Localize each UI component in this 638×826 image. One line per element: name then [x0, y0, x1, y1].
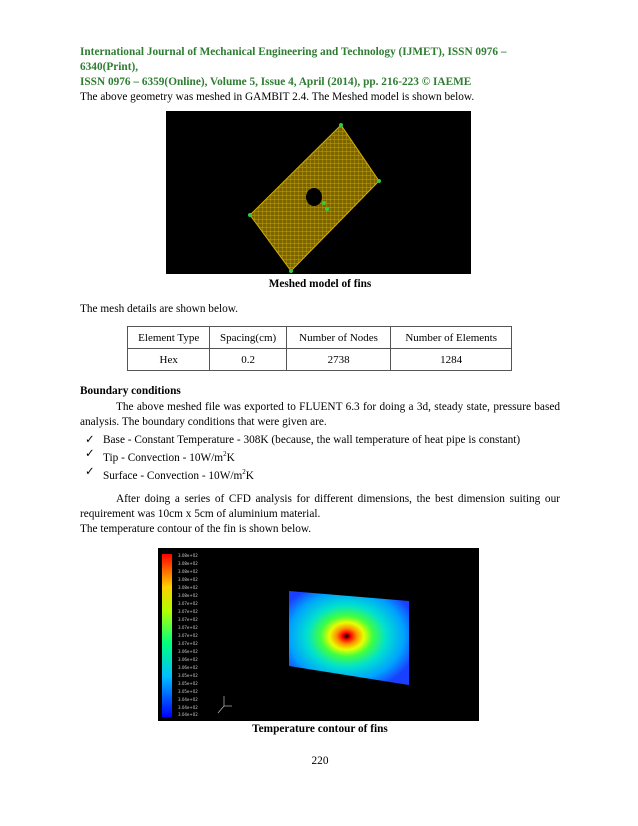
boundary-conditions-list	[85, 433, 520, 483]
table-header-cell: Number of Nodes	[286, 327, 391, 349]
table-cell: 2738	[286, 349, 391, 371]
svg-text:3.05e+02: 3.05e+02	[178, 689, 198, 694]
svg-text:3.07e+02: 3.07e+02	[178, 601, 198, 606]
temperature-contour-figure	[158, 548, 479, 721]
analysis-paragraph: After doing a series of CFD analysis for different dimensions, the best dimension suiting our requirement was 10cm x 5cm of aluminium material.	[80, 493, 560, 520]
svg-text:3.06e+02: 3.06e+02	[178, 649, 198, 654]
svg-text:3.06e+02: 3.06e+02	[178, 665, 198, 670]
list-item-text: Surface - Convection - $10W/m^2K$	[103, 467, 254, 482]
list-item	[85, 465, 520, 483]
checkmark-icon: ✓	[85, 434, 95, 446]
intro-paragraph: The above geometry was meshed in GAMBIT 2.4. The Meshed model is shown below.	[80, 91, 475, 103]
svg-text:3.04e+02: 3.04e+02	[178, 697, 198, 702]
mesh-node	[248, 213, 252, 217]
table-header-cell: Element Type	[128, 327, 210, 349]
boundary-paragraph: The above meshed file was exported to FLUENT 6.3 for doing a 3d, steady state, pressure based analysis. The boundary conditions that were given are.	[80, 401, 560, 428]
mesh-node	[325, 207, 329, 211]
svg-text:3.07e+02: 3.07e+02	[178, 617, 198, 622]
axis-triad-icon	[218, 696, 232, 713]
mesh-node	[339, 123, 343, 127]
svg-text:3.08e+02: 3.08e+02	[178, 561, 198, 566]
table-cell: Hex	[128, 349, 210, 371]
legend-labels	[178, 553, 198, 717]
list-item-text: Tip - Convection - $10W/m^2K$	[103, 450, 235, 464]
figure2-caption: Temperature contour of fins	[252, 723, 388, 735]
svg-text:3.08e+02: 3.08e+02	[178, 585, 198, 590]
table-header-row	[128, 327, 512, 349]
mesh-graphic	[166, 111, 471, 274]
svg-text:3.06e+02: 3.06e+02	[178, 657, 198, 662]
svg-text:3.07e+02: 3.07e+02	[178, 625, 198, 630]
table-row	[128, 349, 512, 371]
mesh-details-intro: The mesh details are shown below.	[80, 303, 239, 315]
svg-text:3.08e+02: 3.08e+02	[178, 577, 198, 582]
fin-temperature-contour	[289, 591, 409, 685]
svg-text:3.07e+02: 3.07e+02	[178, 609, 198, 614]
svg-text:3.07e+02: 3.07e+02	[178, 641, 198, 646]
mesh-details-table	[127, 326, 512, 371]
mesh-node	[322, 201, 326, 205]
list-item	[85, 447, 520, 465]
mesh-node	[377, 179, 381, 183]
list-item-text: Base - Constant Temperature - 308K (because, the wall temperature of heat pipe is constant)	[103, 434, 521, 446]
svg-text:3.08e+02: 3.08e+02	[178, 553, 198, 558]
journal-header	[80, 45, 560, 90]
checkmark-icon: ✓	[85, 448, 95, 460]
page-number: 220	[311, 755, 329, 767]
table-header-cell: Spacing(cm)	[210, 327, 286, 349]
journal-header-line2: ISSN 0976 – 6359(Online), Volume 5, Issue 4, April (2014), pp. 216-223 © IAEME	[80, 76, 472, 88]
svg-text:3.04e+02: 3.04e+02	[178, 705, 198, 710]
checkmark-icon: ✓	[85, 465, 95, 478]
color-legend-bar	[162, 554, 172, 717]
mesh-node	[289, 269, 293, 273]
journal-header-line1: International Journal of Mechanical Engineering and Technology (IJMET), ISSN 0976 – 6340(Print),	[80, 46, 507, 73]
pipe-hole	[306, 188, 322, 206]
svg-text:3.08e+02: 3.08e+02	[178, 593, 198, 598]
list-item	[85, 433, 520, 447]
figure1-caption: Meshed model of fins	[268, 278, 372, 290]
meshed-model-figure	[166, 111, 471, 274]
table-header-cell: Number of Elements	[391, 327, 512, 349]
svg-text:3.08e+02: 3.08e+02	[178, 569, 198, 574]
contour-graphic	[158, 548, 479, 721]
contour-intro: The temperature contour of the fin is shown below.	[80, 523, 312, 535]
svg-text:3.07e+02: 3.07e+02	[178, 633, 198, 638]
svg-text:3.04e+02: 3.04e+02	[178, 712, 198, 717]
table-cell: 0.2	[210, 349, 286, 371]
svg-text:3.05e+02: 3.05e+02	[178, 681, 198, 686]
table-cell: 1284	[391, 349, 512, 371]
boundary-heading: Boundary conditions	[80, 385, 181, 397]
svg-text:3.05e+02: 3.05e+02	[178, 673, 198, 678]
